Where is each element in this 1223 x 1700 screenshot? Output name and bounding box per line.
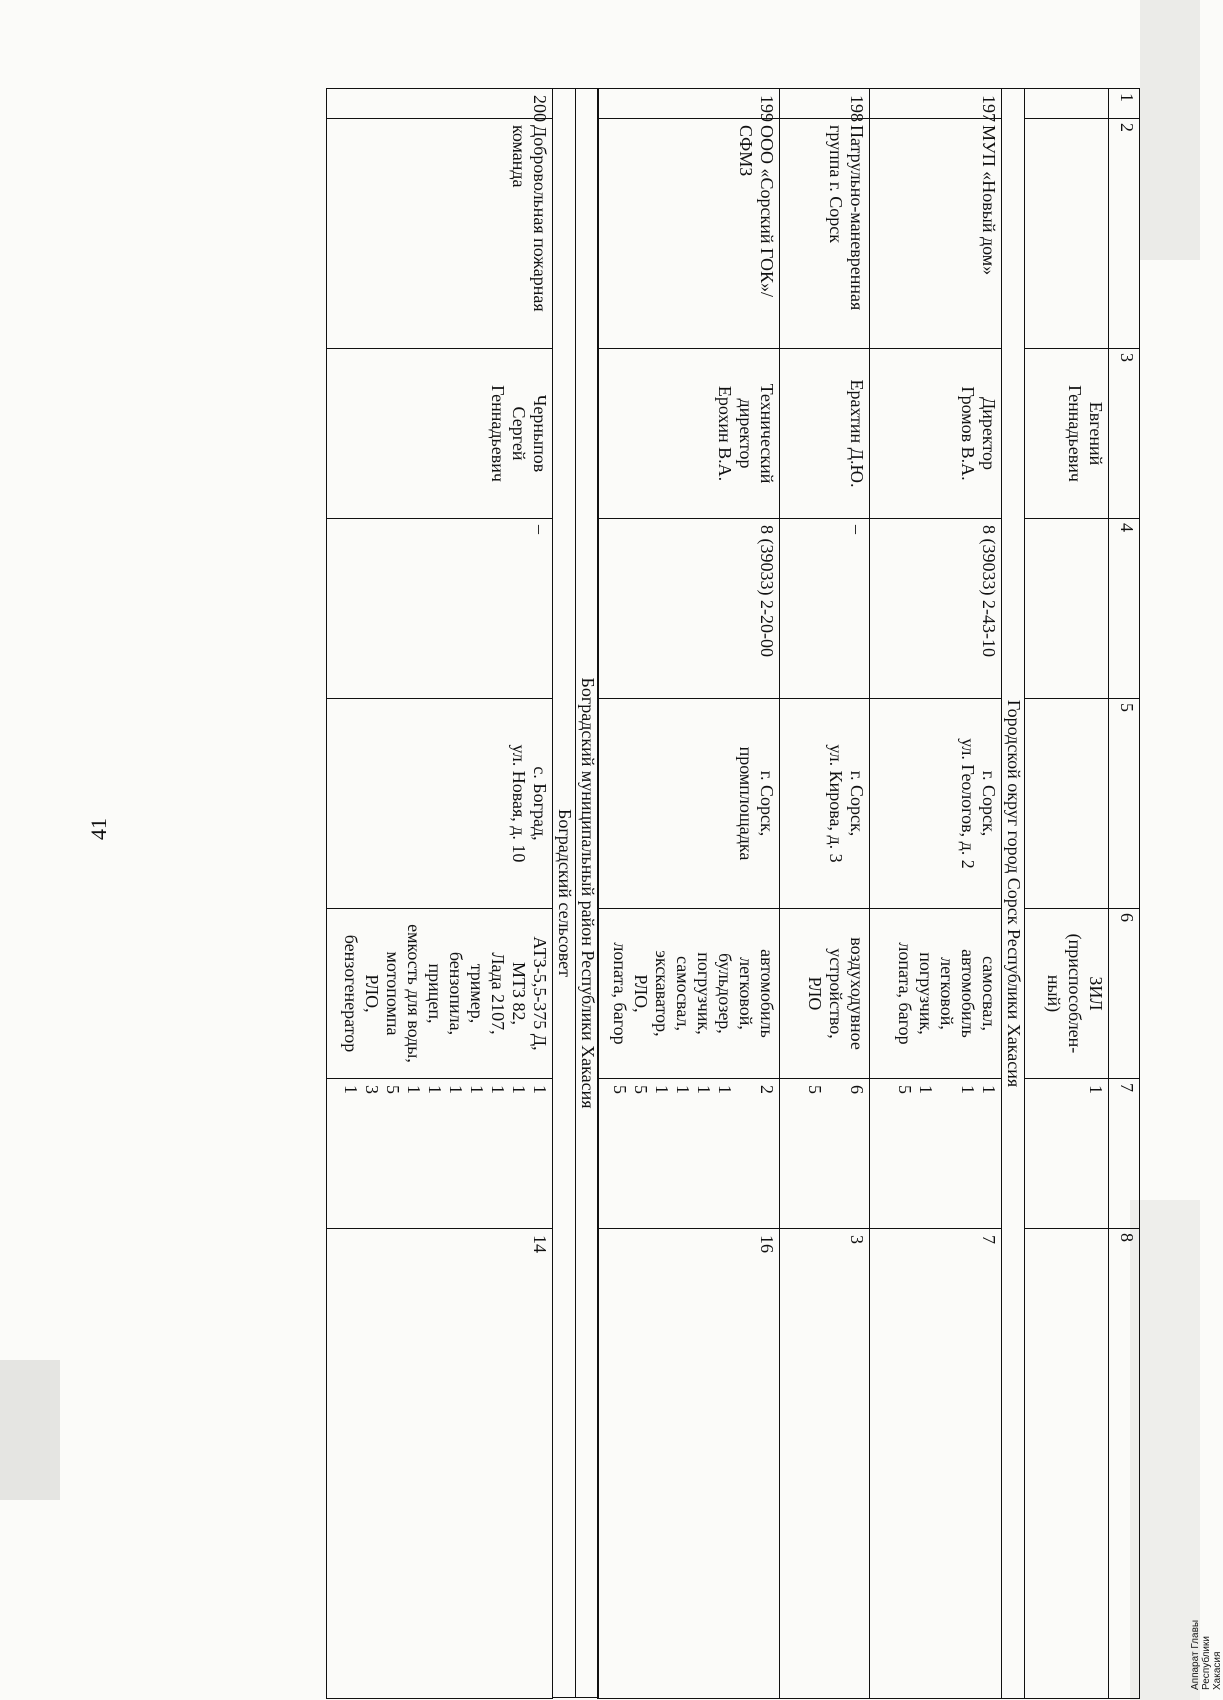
text-line: емкость для воды,: [404, 924, 425, 1063]
table-row: [780, 89, 870, 1699]
text-line: тример,: [467, 963, 488, 1024]
address: [780, 699, 870, 909]
text-line: 5: [805, 1085, 826, 1094]
col-num-6: 6: [1109, 909, 1140, 1079]
text-line: [937, 1085, 958, 1222]
head-person: [327, 349, 553, 519]
text-line: устройство,: [826, 948, 847, 1039]
equipment: [780, 909, 870, 1079]
text-line: РЛО,: [362, 974, 383, 1013]
text-line: с. Боград,: [530, 766, 551, 841]
phone: 8 (39033) 2-43-10: [870, 519, 1002, 699]
text-line: СФМЗ: [736, 125, 757, 177]
text-line: РЛО: [805, 976, 826, 1011]
text-line: прицеп,: [425, 963, 446, 1024]
text-line: Черныпов: [530, 394, 551, 473]
text-line: 1: [979, 1085, 1000, 1094]
organization: [870, 119, 1002, 349]
footer-stamp: [1190, 1610, 1223, 1690]
text-line: 5: [631, 1085, 652, 1094]
text-line: 1: [652, 1085, 673, 1094]
text-line: промплощадка: [736, 746, 757, 861]
cell-empty: [1025, 119, 1109, 349]
row-number: 199: [598, 89, 780, 119]
cont-equipment: [1025, 909, 1109, 1079]
text-line: 1: [404, 1085, 425, 1094]
text-line: 5: [383, 1085, 404, 1094]
total: 7: [870, 1229, 1002, 1699]
text-line: Директор: [979, 396, 1000, 471]
col-num-4: 4: [1109, 519, 1140, 699]
text-line: 5: [895, 1085, 916, 1094]
rows-section-1: [598, 88, 1003, 1699]
continuation-row: [1025, 89, 1109, 1699]
table-row: [327, 89, 553, 1699]
text-line: 1: [1086, 1085, 1106, 1094]
text-line: ул. Новая, д. 10: [509, 744, 530, 863]
organization: [327, 119, 553, 349]
text-line: г. Сорск,: [847, 770, 868, 837]
table-row: [598, 89, 780, 1699]
text-line: [736, 1085, 757, 1222]
text-line: Добровольная пожарная: [530, 125, 551, 312]
text-line: 3: [362, 1085, 383, 1094]
quantities: [870, 1079, 1002, 1229]
text-line: группа г. Сорск: [826, 125, 847, 243]
organization: [780, 119, 870, 349]
total: 14: [327, 1229, 553, 1699]
address: [598, 699, 780, 909]
phone: 8 (39033) 2-20-00: [598, 519, 780, 699]
row-number: 197: [870, 89, 1002, 119]
head-person: [598, 349, 780, 519]
text-line: 1: [509, 1085, 530, 1094]
text-line: 5: [610, 1085, 631, 1094]
section-title: Городской округ город Сорск Республики Хакасия: [1002, 89, 1025, 1699]
text-line: Геннадьевич: [488, 385, 509, 482]
phone: –: [327, 519, 553, 699]
rows-section-2: [327, 88, 554, 1699]
text-line: г. Сорск,: [979, 770, 1000, 837]
text-line: погрузчик,: [694, 952, 715, 1035]
text-line: Технический: [757, 383, 778, 484]
col-num-2: 2: [1109, 119, 1140, 349]
text-line: 1: [446, 1085, 467, 1094]
rotated-table-container: [185, 88, 1140, 1698]
text-line: 1: [488, 1085, 509, 1094]
text-line: лопата, багор: [610, 942, 631, 1045]
text-line: самосвал,: [673, 956, 694, 1031]
quantities: [598, 1079, 780, 1229]
address: [327, 699, 553, 909]
text-line: 1: [341, 1085, 362, 1094]
cell-empty: [1025, 699, 1109, 909]
text-line: экскаватор,: [652, 950, 673, 1037]
text-line: 1: [958, 1085, 979, 1094]
col-num-1: 1: [1109, 89, 1140, 119]
text-line: 6: [847, 1085, 868, 1094]
text-line: автомобиль: [757, 949, 778, 1038]
address: [870, 699, 1002, 909]
text-line: самосвал,: [979, 956, 1000, 1031]
section-row: [1002, 89, 1025, 1699]
text-line: ООО «Сорский ГОК»/: [757, 125, 778, 297]
text-line: 1: [530, 1085, 551, 1094]
text-line: Лада 2107,: [488, 952, 509, 1035]
footer-line-1: Аппарат Главы: [1190, 1619, 1201, 1690]
table-row: [870, 89, 1002, 1699]
text-line: легковой,: [736, 957, 757, 1030]
text-line: ный): [1044, 974, 1064, 1013]
text-line: Геннадьевич: [1065, 385, 1085, 482]
col-num-3: 3: [1109, 349, 1140, 519]
text-line: 2: [757, 1085, 778, 1094]
text-line: 1: [715, 1085, 736, 1094]
text-line: автомобиль: [958, 949, 979, 1038]
resources-table: [1001, 88, 1140, 1699]
text-line: легковой,: [937, 957, 958, 1030]
text-line: команда: [509, 125, 530, 188]
text-line: г. Сорск,: [757, 770, 778, 837]
text-line: мотопомпа: [383, 951, 404, 1036]
page-number: 41: [86, 818, 111, 840]
text-line: бензогенератор: [341, 934, 362, 1053]
section-2-header: [552, 88, 599, 1698]
cont-quantity: [1025, 1079, 1109, 1229]
equipment: [327, 909, 553, 1079]
section-row: [576, 89, 599, 1698]
equipment: [598, 909, 780, 1079]
text-line: МУП «Новый дом»: [979, 125, 1000, 276]
text-line: ул. Кирова, д. 3: [826, 744, 847, 863]
row-number: 200: [327, 89, 553, 119]
text-line: Ерахтин Д.Ю.: [847, 379, 868, 488]
text-line: ЗИЛ: [1086, 976, 1106, 1011]
text-line: 1: [916, 1085, 937, 1094]
text-line: Патрульно-маневренная: [847, 125, 868, 311]
equipment: [870, 909, 1002, 1079]
cell-empty: [1025, 1229, 1109, 1699]
footer-line-2: Республики Хакасия: [1201, 1636, 1223, 1690]
text-line: 1: [467, 1085, 488, 1094]
text-line: 1: [425, 1085, 446, 1094]
cell-empty: [1025, 519, 1109, 699]
head-person: [870, 349, 1002, 519]
text-line: Евгений: [1086, 401, 1106, 466]
column-number-row: [1109, 89, 1140, 1699]
text-line: Ерохин В.А.: [715, 385, 736, 482]
text-line: 1: [673, 1085, 694, 1094]
text-line: бензопила,: [446, 951, 467, 1036]
text-line: Громов В.А.: [958, 386, 979, 481]
cell-empty: [1025, 89, 1109, 119]
quantities: [327, 1079, 553, 1229]
total: 16: [598, 1229, 780, 1699]
quantities: [780, 1079, 870, 1229]
text-line: 1: [694, 1085, 715, 1094]
subsection-title: Боградский сельсовет: [553, 89, 576, 1698]
text-line: МТЗ 82,: [509, 961, 530, 1026]
col-num-5: 5: [1109, 699, 1140, 909]
text-line: (приспособлен-: [1065, 933, 1085, 1054]
phone: –: [780, 519, 870, 699]
text-line: РЛО,: [631, 974, 652, 1013]
text-line: АТЗ-5,5-375 Д,: [530, 936, 551, 1051]
text-line: воздуходувное: [847, 937, 868, 1050]
text-line: директор: [736, 398, 757, 469]
text-line: ул. Геологов, д. 2: [958, 738, 979, 869]
head-person: [780, 349, 870, 519]
section-title: Боградский муниципальный район Республики Хакасия: [576, 89, 599, 1698]
row-number: 198: [780, 89, 870, 119]
text-line: лопата, багор: [895, 942, 916, 1045]
col-num-8: 8: [1109, 1229, 1140, 1699]
subsection-row: [553, 89, 576, 1698]
text-line: погрузчик,: [916, 952, 937, 1035]
total: 3: [780, 1229, 870, 1699]
col-num-7: 7: [1109, 1079, 1140, 1229]
text-line: Сергей: [509, 406, 530, 461]
cont-head: [1025, 349, 1109, 519]
organization: [598, 119, 780, 349]
text-line: бульдозер,: [715, 953, 736, 1034]
text-line: [826, 1085, 847, 1222]
